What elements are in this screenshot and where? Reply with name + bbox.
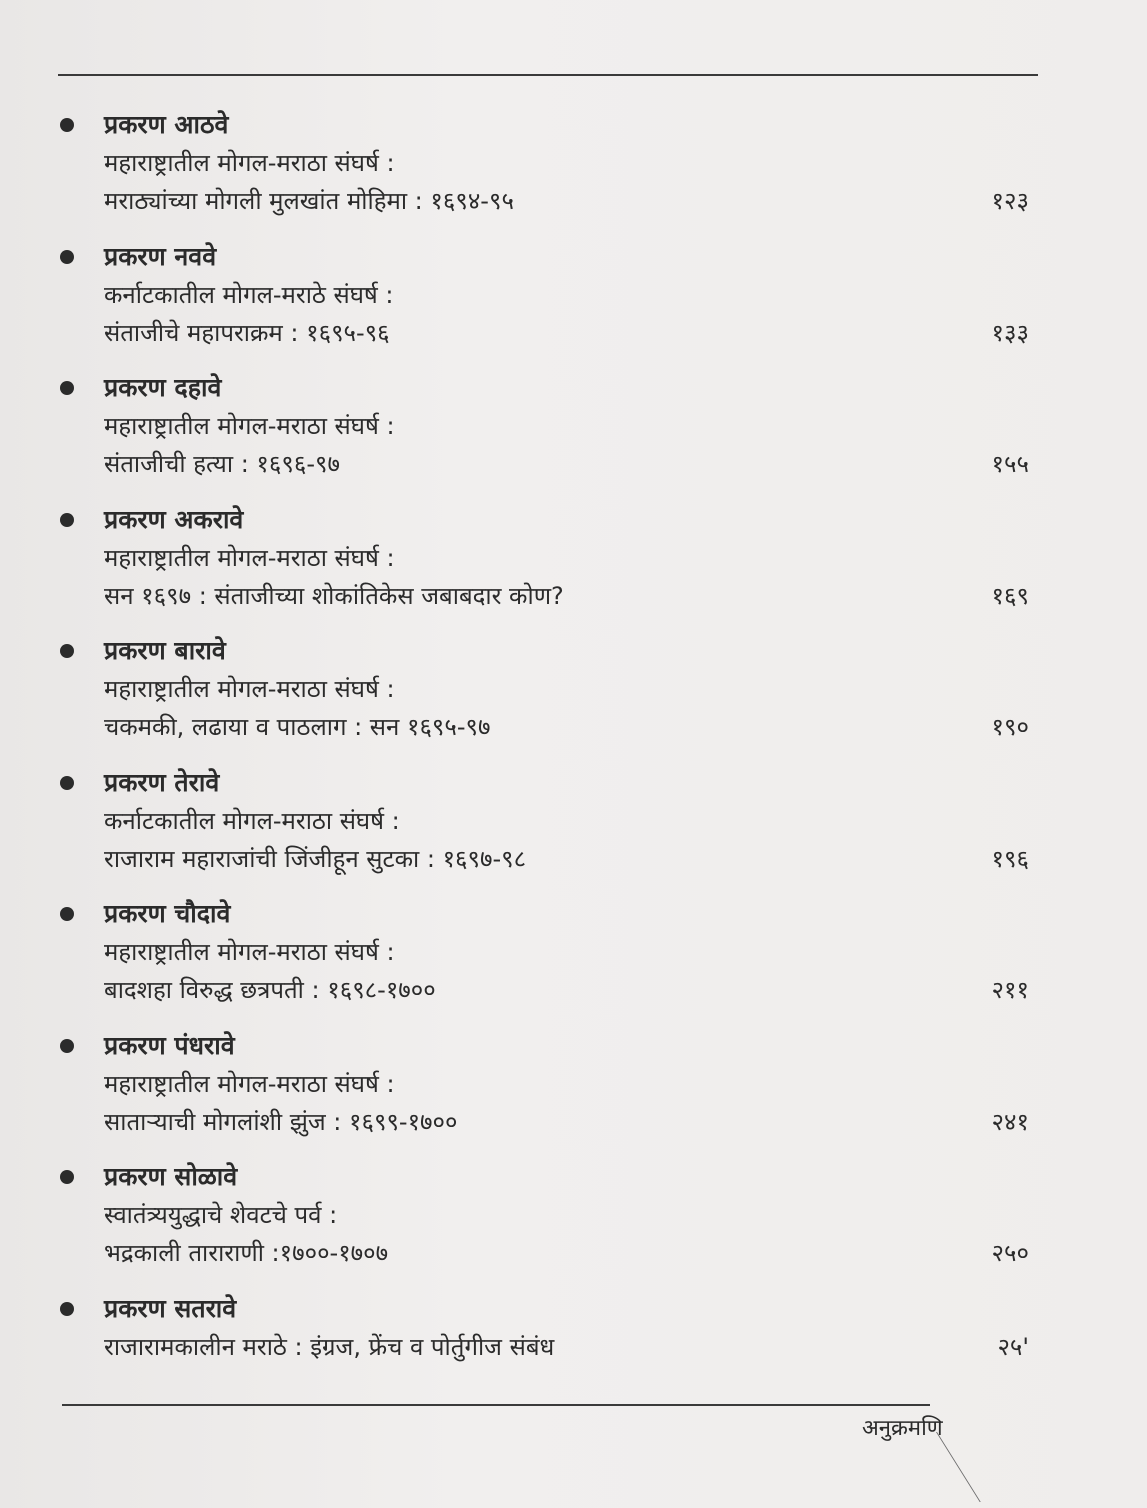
chapter-title: प्रकरण सोळावे	[104, 1162, 238, 1191]
chapter-subtitle-line: बादशहा विरुद्ध छत्रपती : १६९८-१७००	[104, 976, 436, 1004]
toc-entry	[0, 1156, 1147, 1288]
chapter-subtitle-line: भद्रकाली ताराराणी :१७००-१७०७	[104, 1239, 389, 1267]
chapter-subtitle-line: संताजीची हत्या : १६९६-९७	[104, 450, 340, 478]
bullet-icon	[60, 250, 74, 264]
page-number: १३३	[991, 318, 1029, 347]
chapter-subtitle-line: महाराष्ट्रातील मोगल-मराठा संघर्ष :	[104, 938, 395, 966]
chapter-title: प्रकरण पंधरावे	[104, 1030, 235, 1060]
chapter-title: प्रकरण अकरावे	[104, 504, 244, 534]
page-number: १९६	[991, 844, 1029, 873]
chapter-title: प्रकरण बारावे	[104, 636, 226, 665]
footer-label: अनुक्रमणि	[862, 1416, 943, 1441]
bullet-icon	[60, 907, 74, 921]
chapter-title: प्रकरण आठवे	[104, 110, 229, 139]
toc-entry	[0, 104, 1147, 236]
chapter-subtitle-line: मराठ्यांच्या मोगली मुलखांत मोहिमा : १६९४-९५	[104, 187, 514, 215]
toc-entry	[0, 367, 1147, 499]
chapter-title: प्रकरण नववे	[104, 241, 217, 271]
page-number: २५०	[991, 1239, 1029, 1267]
chapter-subtitle-line: राजारामकालीन मराठे : इंग्रज, फ्रेंच व पोर्तुगीज संबंध	[104, 1332, 555, 1361]
bullet-icon	[60, 644, 74, 658]
page-number: २११	[991, 976, 1029, 1004]
page-number: २४१	[991, 1107, 1029, 1136]
page-number: २५'	[997, 1332, 1029, 1361]
toc-entry	[0, 1288, 1147, 1420]
chapter-subtitle-line: संताजीचे महापराक्रम : १६९५-९६	[104, 318, 390, 347]
chapter-title: प्रकरण चौदावे	[104, 899, 231, 928]
bottom-rule	[62, 1404, 930, 1406]
chapter-subtitle-line: राजाराम महाराजांची जिंजीहून सुटका : १६९७-९८	[104, 844, 527, 873]
chapter-subtitle-line: कर्नाटकातील मोगल-मराठे संघर्ष :	[104, 280, 394, 309]
toc-entry	[0, 630, 1147, 762]
chapter-subtitle-line: चकमकी, लढाया व पाठलाग : सन १६९५-९७	[104, 713, 491, 741]
chapter-subtitle-line: महाराष्ट्रातील मोगल-मराठा संघर्ष :	[104, 1069, 395, 1098]
chapter-subtitle-line: महाराष्ट्रातील मोगल-मराठा संघर्ष :	[104, 543, 395, 572]
page-number: १५५	[991, 450, 1029, 478]
toc-entry	[0, 1025, 1147, 1157]
chapter-subtitle-line: सन १६९७ : संताजीच्या शोकांतिकेस जबाबदार कोण?	[104, 581, 564, 610]
toc-entry	[0, 893, 1147, 1025]
toc-entry	[0, 236, 1147, 368]
chapter-title: प्रकरण तेरावे	[104, 767, 220, 797]
chapter-subtitle-line: साताऱ्याची मोगलांशी झुंज : १६९९-१७००	[104, 1107, 458, 1136]
chapter-title: प्रकरण दहावे	[104, 373, 222, 402]
page-corner-line	[936, 1432, 1029, 1502]
bullet-icon	[60, 1039, 74, 1053]
chapter-subtitle-line: कर्नाटकातील मोगल-मराठा संघर्ष :	[104, 806, 400, 835]
bullet-icon	[60, 1302, 74, 1316]
chapter-subtitle-line: महाराष्ट्रातील मोगल-मराठा संघर्ष :	[104, 149, 395, 177]
toc-entry	[0, 499, 1147, 631]
chapter-subtitle-line: महाराष्ट्रातील मोगल-मराठा संघर्ष :	[104, 412, 395, 440]
bullet-icon	[60, 776, 74, 790]
bullet-icon	[60, 513, 74, 527]
chapter-subtitle-line: महाराष्ट्रातील मोगल-मराठा संघर्ष :	[104, 675, 395, 703]
bullet-icon	[60, 118, 74, 132]
page-number: १९०	[991, 713, 1029, 741]
page-number: १६९	[991, 581, 1029, 610]
bullet-icon	[60, 1170, 74, 1184]
chapter-subtitle-line: स्वातंत्र्ययुद्धाचे शेवटचे पर्व :	[104, 1201, 338, 1229]
bullet-icon	[60, 381, 74, 395]
page-number: १२३	[991, 187, 1029, 215]
top-rule	[58, 74, 1038, 76]
toc-entry	[0, 762, 1147, 894]
chapter-title: प्रकरण सतरावे	[104, 1293, 237, 1323]
table-of-contents	[0, 104, 1147, 1419]
